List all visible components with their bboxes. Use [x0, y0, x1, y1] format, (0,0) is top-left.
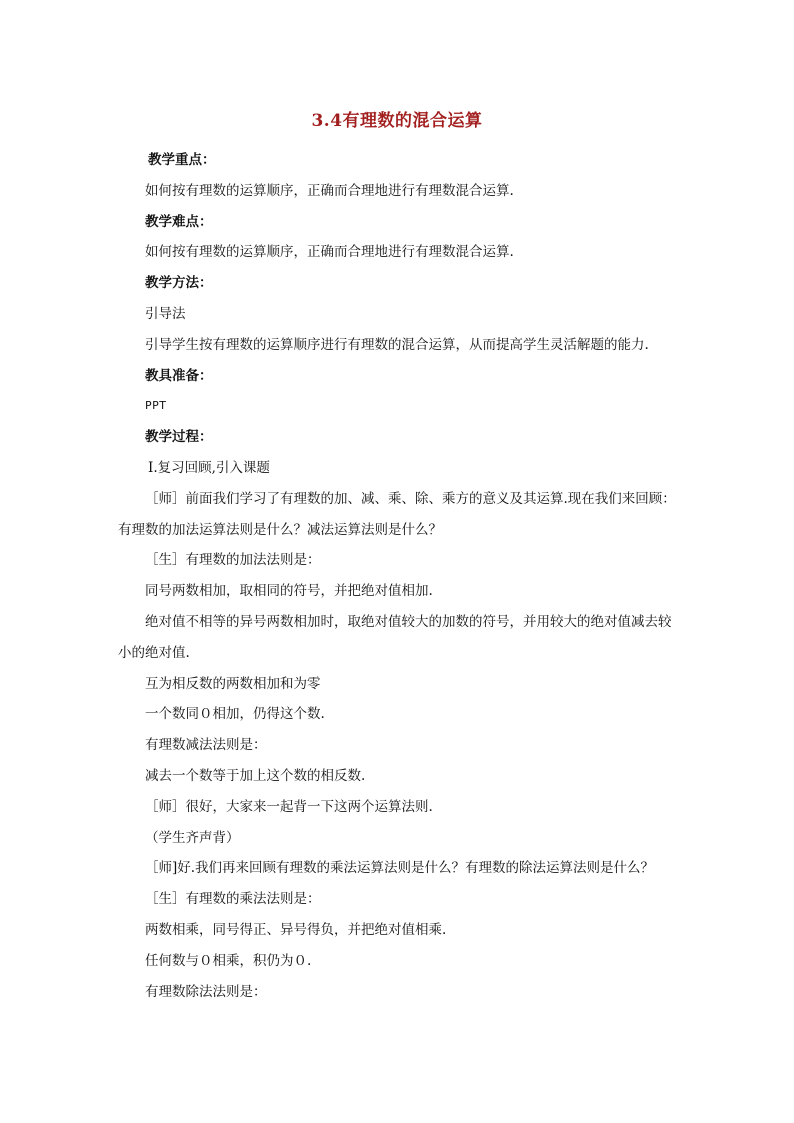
document-title: 3.4有理数的混合运算 — [311, 111, 483, 131]
subtraction-rule: 减去一个数等于加上这个数的相反数. — [145, 767, 366, 784]
document-body — [118, 145, 684, 1007]
process-part-heading: Ⅰ.复习回顾,引入课题 — [148, 459, 270, 476]
addition-rule-3: 互为相反数的两数相加和为零 — [145, 675, 321, 692]
tools-heading: 教具准备： — [145, 367, 213, 384]
teacher-dialog-2: ［师］很好，大家来一起背一下这两个运算法则. — [145, 798, 433, 815]
method-heading: 教学方法： — [145, 275, 213, 292]
focus-heading: 教学重点： — [148, 152, 216, 168]
student-dialog-2: ［生］有理数的乘法法则是： — [145, 891, 321, 908]
tools-text: PPT — [145, 399, 167, 413]
multiplication-rule-1: 两数相乘，同号得正、异号得负，并把绝对值相乘. — [145, 921, 447, 938]
difficulty-heading: 教学难点： — [145, 213, 213, 230]
addition-rule-2: 绝对值不相等的异号两数相加时，取绝对值较大的加数的符号，并用较大的绝对值减去较小的绝对值. — [118, 613, 672, 661]
teacher-dialog-1: ［师］前面我们学习了有理数的加、减、乘、除、乘方的意义及其运算.现在我们来回顾：有理数的加法运算法则是什么？减法运算法则是什么？ — [118, 490, 676, 538]
multiplication-rule-2: 任何数与０相乘，积仍为０. — [145, 952, 312, 969]
addition-rule-4: 一个数同０相加，仍得这个数. — [145, 706, 325, 723]
subtraction-heading: 有理数减法法则是： — [145, 737, 267, 754]
difficulty-text: 如何按有理数的运算顺序，正确而合理地进行有理数混合运算. — [145, 244, 514, 261]
students-recite-note: （学生齐声背） — [145, 829, 240, 846]
process-heading: 教学过程： — [145, 429, 213, 446]
focus-text: 如何按有理数的运算顺序，正确而合理地进行有理数混合运算. — [145, 182, 514, 199]
student-dialog-1: ［生］有理数的加法法则是： — [145, 552, 321, 569]
teacher-dialog-3: ［师]好.我们再来回顾有理数的乘法运算法则是什么？有理数的除法运算法则是什么？ — [145, 860, 655, 877]
addition-rule-1: 同号两数相加，取相同的符号，并把绝对值相加. — [145, 583, 433, 600]
method-text-2: 引导学生按有理数的运算顺序进行有理数的混合运算，从而提高学生灵活解题的能力. — [145, 336, 649, 353]
method-text-1: 引导法 — [145, 305, 186, 322]
division-heading: 有理数除法法则是： — [145, 983, 267, 1000]
